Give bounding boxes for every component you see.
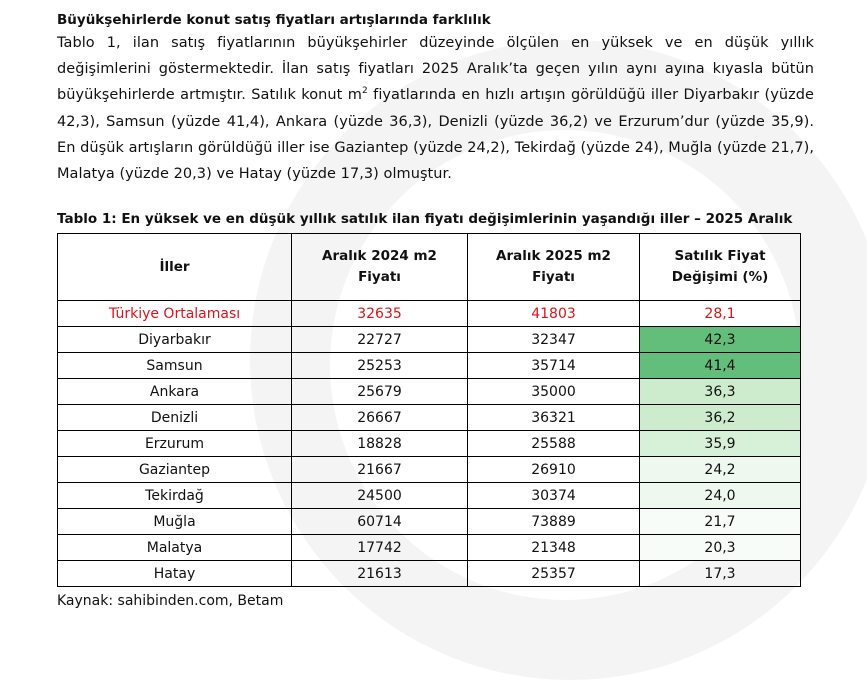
header-2025-line2: Fiyatı	[532, 269, 575, 285]
header-2024-line2: Fiyatı	[358, 269, 401, 285]
cell-change: 24,2	[640, 457, 801, 483]
cell-2025: 32347	[468, 327, 640, 353]
table-row	[58, 379, 801, 405]
cell-city: Malatya	[58, 535, 292, 561]
cell-2025: 26910	[468, 457, 640, 483]
cell-2024: 17742	[292, 535, 468, 561]
cell-city: Denizli	[58, 405, 292, 431]
table-row	[58, 509, 801, 535]
table-row	[58, 327, 801, 353]
cell-2025: 25357	[468, 561, 640, 587]
cell-2024: 25253	[292, 353, 468, 379]
header-change-line2: Değişimi (%)	[671, 269, 769, 285]
table-row	[58, 457, 801, 483]
cell-2024: 22727	[292, 327, 468, 353]
table-row	[58, 431, 801, 457]
cell-change: 36,2	[640, 405, 801, 431]
paragraph-text-1: Tablo 1, ilan satış fiyatlarının büyükşehirler düzeyinde ölçülen en yüksek ve en düşük yıllık değişimlerini göstermektedir. İlan satış fiyatları 2025 Aralık’ta geçen yılın aynı ayına kıyasla bütün büyükşehirlerde artmıştır. Satılık konut m	[57, 35, 814, 104]
cell-2024: 26667	[292, 405, 468, 431]
cell-2025: 35000	[468, 379, 640, 405]
superscript-2: 2	[361, 86, 368, 97]
cell-2024: 25679	[292, 379, 468, 405]
table-row	[58, 353, 801, 379]
cell-2025: 73889	[468, 509, 640, 535]
header-change-line1: Satılık Fiyat	[674, 248, 766, 264]
table-row	[58, 561, 801, 587]
cell-2025: 41803	[468, 301, 640, 327]
cell-change: 17,3	[640, 561, 801, 587]
table-row	[58, 535, 801, 561]
body-paragraph	[57, 30, 814, 187]
cell-change: 21,7	[640, 509, 801, 535]
section-heading: Büyükşehirlerde konut satış fiyatları artışlarında farklılık	[57, 12, 491, 28]
cell-2024: 18828	[292, 431, 468, 457]
cell-2025: 21348	[468, 535, 640, 561]
paragraph-text-2: fiyatlarında en hızlı artışın görüldüğü iller Diyarbakır (yüzde 42,3), Samsun (yüzde 41,4), Ankara (yüzde 36,3), Denizli (yüzde 36,2) ve Erzurum’dur (yüzde 35,9). En düşük artışların görüldüğü iller ise Gaziantep (yüzde 24,2), Tekirdağ (yüzde 24), Muğla (yüzde 21,7), Malatya (yüzde 20,3) ve Hatay (yüzde 17,3) olmuştur.	[57, 87, 814, 183]
cell-city: Türkiye Ortalaması	[58, 301, 292, 327]
header-cities	[58, 234, 292, 301]
table-row	[58, 405, 801, 431]
cell-city: Erzurum	[58, 431, 292, 457]
source-note: Kaynak: sahibinden.com, Betam	[57, 593, 284, 609]
text-block	[57, 10, 814, 187]
cell-2024: 21613	[292, 561, 468, 587]
header-2024-line1: Aralık 2024 m2	[322, 248, 437, 264]
cell-2024: 24500	[292, 483, 468, 509]
cell-city: Samsun	[58, 353, 292, 379]
city-price-table	[57, 233, 801, 587]
cell-change: 42,3	[640, 327, 801, 353]
cell-city: Gaziantep	[58, 457, 292, 483]
cell-change: 28,1	[640, 301, 801, 327]
header-2025-line1: Aralık 2025 m2	[496, 248, 611, 264]
cell-change: 24,0	[640, 483, 801, 509]
header-change	[640, 234, 801, 301]
header-2024-price	[292, 234, 468, 301]
cell-2025: 30374	[468, 483, 640, 509]
cell-change: 41,4	[640, 353, 801, 379]
header-cities-text: İller	[159, 258, 190, 275]
cell-change: 20,3	[640, 535, 801, 561]
table-row-average	[58, 301, 801, 327]
header-2025-price	[468, 234, 640, 301]
cell-2025: 25588	[468, 431, 640, 457]
table-header-row	[58, 234, 801, 301]
cell-change: 36,3	[640, 379, 801, 405]
cell-2025: 35714	[468, 353, 640, 379]
cell-city: Muğla	[58, 509, 292, 535]
cell-change: 35,9	[640, 431, 801, 457]
table-caption: Tablo 1: En yüksek ve en düşük yıllık satılık ilan fiyatı değişimlerinin yaşandığı iller – 2025 Aralık	[57, 211, 793, 227]
cell-2024: 32635	[292, 301, 468, 327]
table-row	[58, 483, 801, 509]
cell-city: Ankara	[58, 379, 292, 405]
cell-city: Diyarbakır	[58, 327, 292, 353]
cell-city: Tekirdağ	[58, 483, 292, 509]
cell-2024: 21667	[292, 457, 468, 483]
cell-2025: 36321	[468, 405, 640, 431]
cell-2024: 60714	[292, 509, 468, 535]
cell-city: Hatay	[58, 561, 292, 587]
